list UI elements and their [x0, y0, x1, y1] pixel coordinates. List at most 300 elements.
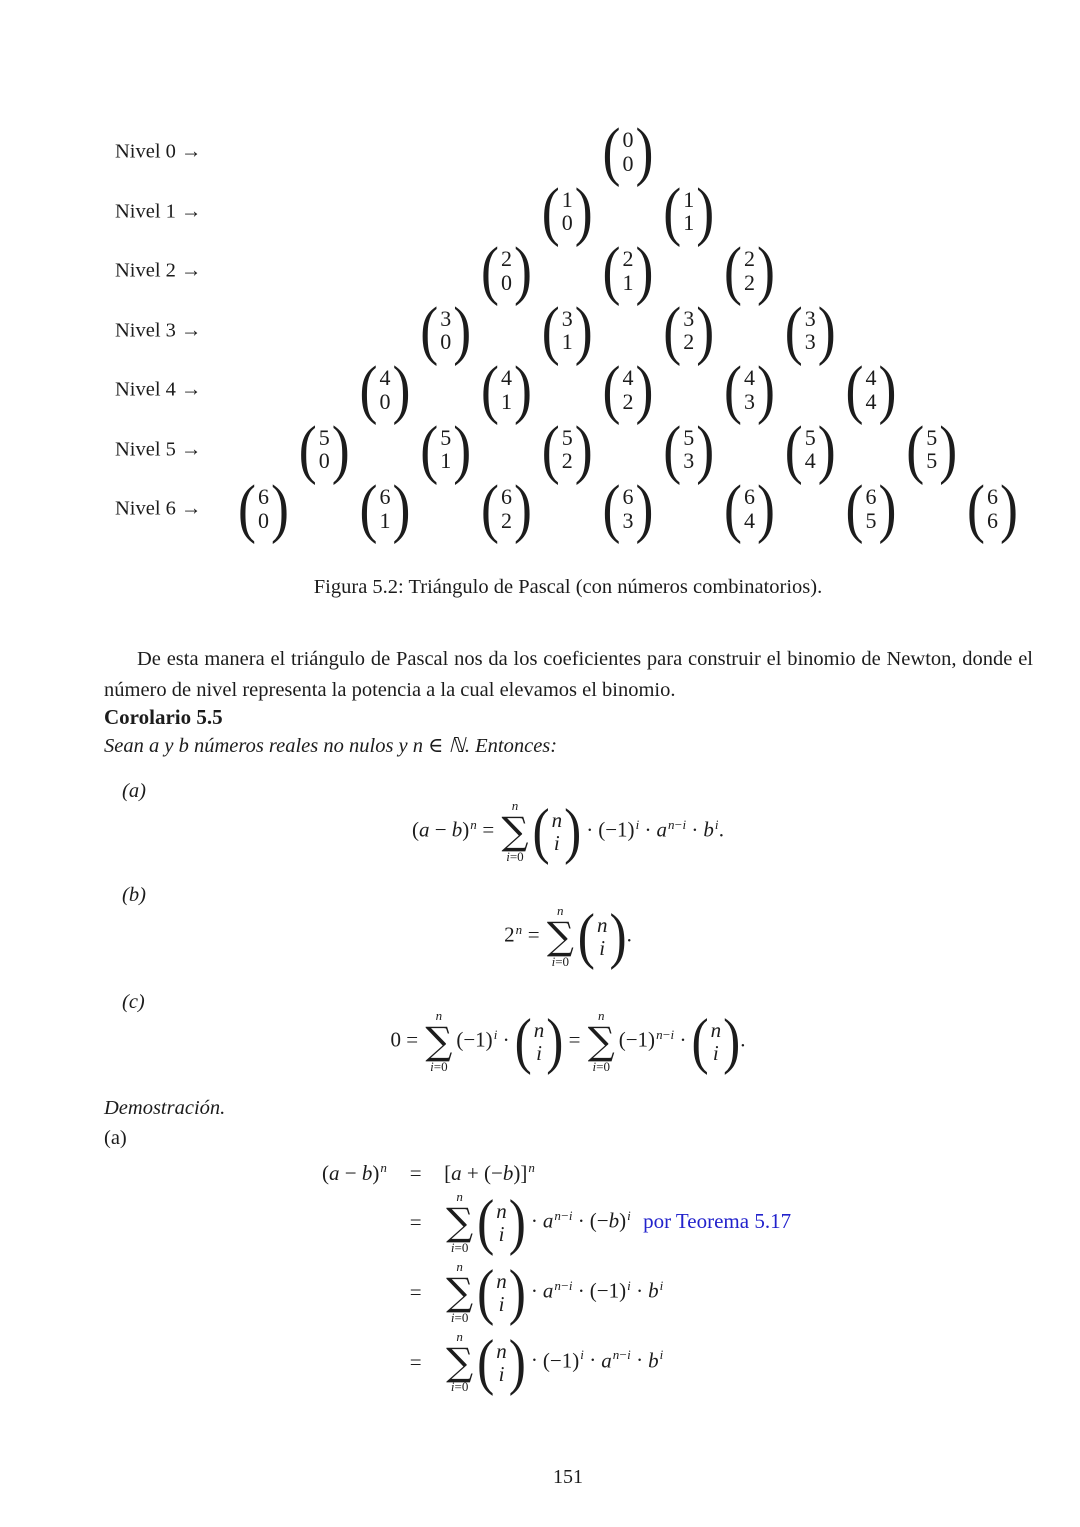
- sigma-icon: ∑: [446, 1269, 474, 1314]
- binomial-coefficient: [541, 292, 593, 366]
- math-run: a: [656, 817, 667, 842]
- binom-top: 5: [804, 424, 816, 450]
- math-run: (−1): [589, 1278, 627, 1303]
- triangle-binomial: [663, 292, 715, 366]
- left-paren-icon: (: [845, 471, 864, 545]
- binomial-coefficient: [481, 471, 532, 545]
- right-paren-icon: ): [723, 1006, 741, 1077]
- binomial-coefficient: [663, 173, 715, 247]
- right-paren-icon: ): [635, 114, 654, 188]
- right-paren-icon: ): [635, 233, 654, 307]
- binom-top: n: [533, 1018, 545, 1043]
- right-paren-icon: ): [453, 292, 472, 366]
- binomial-coefficient: [724, 471, 775, 545]
- binomial-coefficient: [663, 411, 715, 485]
- binom-top: 5: [440, 424, 452, 450]
- sum-upper-limit: n: [456, 1258, 463, 1274]
- right-paren-icon: ): [696, 292, 715, 366]
- proof-title: Demostración.: [104, 1097, 226, 1119]
- right-paren-icon: ): [546, 1006, 564, 1077]
- right-paren-icon: ): [453, 411, 472, 485]
- corollary-statement: Sean a y b números reales no nulos y n ∈ ℕ. Entonces:: [104, 735, 558, 757]
- sum-lower-limit: i=0: [450, 1379, 469, 1395]
- nivel-label: Nivel 0 →: [115, 140, 202, 163]
- binom-top: 1: [683, 186, 695, 212]
- triangle-binomial: [420, 411, 472, 485]
- math-run: a: [601, 1348, 612, 1373]
- triangle-binomial: [298, 411, 350, 485]
- right-paren-icon: ): [564, 796, 582, 867]
- binomial-coefficient: [420, 411, 472, 485]
- math-run: (−1): [542, 1348, 580, 1373]
- equals-sign: =: [409, 1210, 422, 1235]
- binom-bottom: i: [599, 935, 606, 960]
- binom-top: 1: [561, 186, 573, 212]
- cdot-operator: ·: [636, 1278, 644, 1303]
- left-paren-icon: (: [691, 1006, 709, 1077]
- nivel-label: Nivel 3 →: [115, 319, 202, 341]
- left-paren-icon: (: [477, 1327, 495, 1398]
- triangle-binomial: [481, 233, 532, 307]
- math-run: b: [648, 1348, 659, 1373]
- right-paren-icon: ): [1000, 471, 1018, 545]
- sigma-icon: ∑: [546, 913, 574, 958]
- binomial-coefficient: [541, 173, 593, 247]
- proof-line-rhs: [444, 1328, 791, 1398]
- binomial-coefficient: [359, 352, 411, 426]
- binom-top: 4: [501, 365, 512, 391]
- right-paren-icon: ): [609, 901, 627, 972]
- binom-top: n: [496, 1269, 507, 1294]
- triangle-binomial: [967, 471, 1018, 545]
- binom-top: 6: [379, 484, 391, 510]
- sigma-icon: ∑: [446, 1339, 474, 1384]
- triangle-binomial: [724, 471, 775, 545]
- left-paren-icon: (: [359, 471, 378, 545]
- right-paren-icon: ): [514, 233, 532, 307]
- binomial-coefficient: [532, 796, 582, 867]
- binom-bottom: 1: [561, 329, 573, 355]
- binomial-coefficient: [602, 471, 654, 545]
- math-run: =: [477, 817, 500, 842]
- binom-bottom: 0: [561, 210, 573, 236]
- equals-sign: =: [409, 1280, 422, 1305]
- cdot-operator: ·: [589, 1348, 597, 1373]
- sum-upper-limit: n: [597, 1008, 605, 1023]
- binom-bottom: 4: [804, 448, 816, 474]
- math-run: 0 =: [390, 1027, 424, 1052]
- binom-top: 0: [622, 127, 634, 153]
- sum-upper-limit: n: [557, 903, 564, 918]
- triangle-binomial: [602, 471, 654, 545]
- binom-top: 3: [440, 305, 452, 331]
- binom-top: n: [496, 1338, 507, 1363]
- proof-line-lhs: [322, 1361, 387, 1365]
- binom-top: 6: [744, 484, 755, 510]
- cdot-operator: ·: [636, 1348, 644, 1373]
- binomial-coefficient: [784, 292, 836, 366]
- right-paren-icon: ): [817, 292, 836, 366]
- binom-bottom: 2: [744, 270, 755, 295]
- binom-top: 5: [561, 424, 573, 450]
- binom-bottom: 1: [683, 210, 695, 236]
- binom-top: 2: [622, 246, 634, 272]
- binomial-coefficient: [359, 471, 411, 545]
- item-label-a: (a): [122, 780, 146, 802]
- binom-bottom: 0: [258, 508, 269, 533]
- binomial-coefficient: [481, 233, 532, 307]
- nivel-label: Nivel 5 →: [115, 438, 202, 460]
- summation-symbol: [588, 1009, 615, 1075]
- binom-bottom: 1: [501, 389, 512, 414]
- superscript: i: [627, 1207, 632, 1223]
- summation-symbol: [425, 1009, 452, 1075]
- left-paren-icon: (: [663, 411, 682, 485]
- binom-top: n: [710, 1018, 722, 1043]
- cdot-operator: ·: [679, 1027, 687, 1052]
- proof-line-lhs: [322, 1221, 387, 1225]
- triangle-binomial: [845, 352, 897, 426]
- triangle-binomial: [541, 411, 593, 485]
- right-paren-icon: ): [331, 411, 350, 485]
- binom-bottom: 0: [379, 389, 391, 414]
- cdot-operator: ·: [530, 1278, 538, 1303]
- sigma-icon: ∑: [587, 1018, 615, 1063]
- right-paren-icon: ): [635, 471, 654, 545]
- right-paren-icon: ): [757, 352, 775, 426]
- triangle-binomial: [906, 411, 958, 485]
- summation-symbol: [446, 1260, 473, 1326]
- right-paren-icon: ): [757, 233, 775, 307]
- binom-top: 5: [926, 424, 938, 450]
- binomial-coefficient: [577, 901, 627, 972]
- left-paren-icon: (: [238, 471, 256, 545]
- superscript: n: [470, 816, 478, 832]
- binom-top: 2: [501, 246, 512, 272]
- binom-top: 3: [804, 305, 816, 331]
- sum-upper-limit: n: [456, 1189, 463, 1204]
- superscript: n−i: [667, 816, 687, 832]
- sum-lower-limit: i=0: [592, 1058, 610, 1074]
- equation-b: [104, 901, 1032, 972]
- binomial-coefficient: [602, 114, 654, 188]
- right-paren-icon: ): [696, 173, 715, 247]
- binom-bottom: 4: [865, 389, 877, 414]
- right-paren-icon: ): [757, 471, 775, 545]
- left-paren-icon: (: [602, 114, 621, 188]
- item-label-c: (c): [122, 991, 145, 1013]
- triangle-binomial: [784, 411, 836, 485]
- superscript: i: [659, 1277, 664, 1293]
- binom-bottom: 5: [926, 448, 938, 474]
- math-run: =: [522, 922, 545, 947]
- binom-bottom: 3: [744, 389, 755, 414]
- proof-line-rhs: [444, 1188, 791, 1258]
- binomial-coefficient: [602, 233, 654, 307]
- binom-bottom: 2: [561, 448, 573, 474]
- superscript: n−i: [554, 1207, 573, 1223]
- item-label-b: (b): [122, 884, 146, 906]
- binom-bottom: 3: [622, 508, 634, 533]
- sum-upper-limit: n: [435, 1008, 443, 1023]
- cdot-operator: ·: [586, 817, 594, 842]
- binomial-coefficient: [420, 292, 472, 366]
- left-paren-icon: (: [532, 796, 550, 867]
- math-run: .: [626, 922, 632, 947]
- binom-bottom: 6: [987, 508, 998, 533]
- binomial-coefficient: [845, 352, 897, 426]
- summation-symbol: [547, 904, 574, 970]
- binomial-coefficient: [663, 292, 715, 366]
- superscript: i: [635, 816, 640, 832]
- summation-symbol: [446, 1330, 473, 1396]
- math-run: a: [542, 1208, 554, 1233]
- right-paren-icon: ): [392, 471, 411, 545]
- right-paren-icon: ): [878, 352, 897, 426]
- nivel-label: Nivel 1 →: [115, 200, 202, 222]
- triangle-binomial: [663, 173, 715, 247]
- binomial-coefficient: [298, 411, 350, 485]
- binom-top: n: [596, 913, 608, 938]
- left-paren-icon: (: [481, 233, 499, 307]
- left-paren-icon: (: [602, 352, 621, 426]
- binomial-coefficient: [906, 411, 958, 485]
- math-run: b: [648, 1278, 659, 1303]
- triangle-binomial: [359, 352, 411, 426]
- triangle-binomial: [724, 233, 775, 307]
- binom-top: 4: [379, 365, 391, 391]
- superscript: i: [580, 1347, 585, 1363]
- right-paren-icon: ): [514, 352, 532, 426]
- cdot-operator: ·: [530, 1348, 538, 1373]
- right-paren-icon: ): [508, 1327, 526, 1398]
- superscript: i: [659, 1347, 664, 1363]
- math-run: (−1): [618, 1027, 656, 1052]
- right-paren-icon: ): [508, 1257, 526, 1328]
- left-paren-icon: (: [784, 411, 803, 485]
- binom-top: 4: [744, 365, 755, 391]
- cdot-operator: ·: [577, 1208, 585, 1233]
- left-paren-icon: (: [577, 901, 595, 972]
- binom-top: 3: [561, 305, 573, 331]
- proof-part-label: (a): [104, 1127, 127, 1149]
- sigma-icon: ∑: [446, 1199, 474, 1244]
- sum-lower-limit: i=0: [551, 953, 570, 969]
- summation-symbol: [446, 1190, 473, 1256]
- sum-upper-limit: n: [511, 798, 519, 813]
- binom-top: 2: [744, 246, 755, 272]
- proof-equation-array: [322, 1158, 791, 1397]
- left-paren-icon: (: [359, 352, 378, 426]
- left-paren-icon: (: [420, 292, 439, 366]
- right-paren-icon: ): [817, 411, 836, 485]
- binom-top: 6: [987, 484, 998, 510]
- math-run: .: [718, 817, 725, 842]
- binomial-coefficient: [724, 352, 775, 426]
- cdot-operator: ·: [577, 1278, 585, 1303]
- nivel-label: Nivel 4 →: [115, 378, 202, 401]
- left-paren-icon: (: [724, 471, 742, 545]
- binom-top: 6: [865, 484, 877, 510]
- proof-line-lhs: [322, 1291, 387, 1295]
- equals-sign: =: [409, 1350, 422, 1375]
- triangle-binomial: [845, 471, 897, 545]
- sigma-icon: ∑: [425, 1018, 453, 1063]
- left-paren-icon: (: [298, 411, 317, 485]
- superscript: n−i: [612, 1347, 632, 1363]
- right-paren-icon: ): [635, 352, 654, 426]
- superscript: n: [380, 1160, 388, 1175]
- math-run: (−1): [456, 1027, 493, 1052]
- triangle-binomial: [663, 411, 715, 485]
- right-paren-icon: ): [878, 471, 897, 545]
- binomial-coefficient: [477, 1187, 526, 1258]
- binomial-coefficient: [477, 1257, 526, 1328]
- superscript: n−i: [656, 1026, 675, 1042]
- left-paren-icon: (: [906, 411, 925, 485]
- sum-lower-limit: i=0: [430, 1058, 448, 1074]
- figure-caption: Figura 5.2: Triángulo de Pascal (con números combinatorios).: [313, 576, 823, 598]
- binom-top: n: [496, 1199, 507, 1224]
- cdot-operator: ·: [691, 817, 699, 842]
- binom-top: 4: [622, 365, 634, 391]
- triangle-binomial: [481, 471, 532, 545]
- binomial-coefficient: [238, 471, 289, 545]
- triangle-binomial: [541, 173, 593, 247]
- binom-bottom: 2: [683, 329, 695, 355]
- math-run: b: [703, 817, 714, 842]
- math-run: a: [542, 1278, 554, 1303]
- left-paren-icon: (: [784, 292, 803, 366]
- body-paragraph: De esta manera el triángulo de Pascal nos da los coeficientes para construir el binomio de Newton, donde el número de nivel representa la potencia a la cual elevamos el binomio.: [104, 648, 1033, 701]
- math-run: 2: [504, 922, 515, 947]
- right-paren-icon: ): [392, 352, 411, 426]
- left-paren-icon: (: [481, 471, 499, 545]
- binom-bottom: 0: [622, 151, 634, 176]
- left-paren-icon: (: [541, 292, 560, 366]
- left-paren-icon: (: [602, 471, 621, 545]
- left-paren-icon: (: [663, 173, 682, 247]
- superscript: i: [714, 816, 719, 832]
- left-paren-icon: (: [541, 411, 560, 485]
- nivel-label: Nivel 2 →: [115, 259, 202, 282]
- pascal-triangle-figure: [0, 0, 1080, 565]
- left-paren-icon: (: [420, 411, 439, 485]
- right-paren-icon: ): [514, 471, 532, 545]
- binomial-coefficient: [541, 411, 593, 485]
- binom-bottom: 1: [622, 270, 634, 295]
- left-paren-icon: (: [481, 352, 499, 426]
- left-paren-icon: (: [514, 1006, 532, 1077]
- triangle-binomial: [602, 233, 654, 307]
- right-paren-icon: ): [574, 411, 593, 485]
- binom-top: 5: [683, 424, 695, 450]
- sum-lower-limit: i=0: [506, 848, 524, 864]
- sigma-icon: ∑: [501, 808, 529, 853]
- triangle-binomial: [724, 352, 775, 426]
- binom-bottom: 0: [501, 270, 512, 295]
- sum-lower-limit: i=0: [450, 1309, 469, 1325]
- binomial-coefficient: [602, 352, 654, 426]
- superscript: n: [515, 921, 523, 937]
- binomial-coefficient: [967, 471, 1018, 545]
- summation-symbol: [501, 799, 528, 865]
- triangle-binomial: [602, 114, 654, 188]
- triangle-binomial: [420, 292, 472, 366]
- right-paren-icon: ): [271, 471, 289, 545]
- equals-sign: =: [409, 1160, 422, 1185]
- left-paren-icon: (: [724, 352, 742, 426]
- superscript: i: [493, 1026, 498, 1042]
- triangle-binomial: [359, 471, 411, 545]
- binom-top: 3: [683, 305, 695, 331]
- binom-bottom: 2: [501, 508, 512, 533]
- right-paren-icon: ): [939, 411, 958, 485]
- triangle-binomial: [238, 471, 289, 545]
- cdot-operator: ·: [502, 1027, 510, 1052]
- left-paren-icon: (: [663, 292, 682, 366]
- proof-line-rhs: [444, 1158, 791, 1188]
- binom-bottom: i: [553, 830, 560, 855]
- binomial-coefficient: [691, 1006, 741, 1077]
- left-paren-icon: (: [541, 173, 560, 247]
- equation-a: [104, 796, 1032, 867]
- page-number: 151: [553, 1466, 583, 1488]
- binom-bottom: i: [498, 1361, 505, 1386]
- theorem-reference-link[interactable]: por Teorema 5.17: [643, 1208, 792, 1233]
- binomial-coefficient: [477, 1327, 526, 1398]
- left-paren-icon: (: [477, 1187, 495, 1258]
- binomial-coefficient: [724, 233, 775, 307]
- binom-bottom: i: [712, 1040, 719, 1065]
- right-paren-icon: ): [574, 292, 593, 366]
- binom-bottom: 5: [865, 508, 877, 533]
- binom-top: n: [551, 808, 563, 833]
- binom-bottom: 1: [440, 448, 452, 474]
- triangle-binomial: [784, 292, 836, 366]
- binomial-coefficient: [845, 471, 897, 545]
- binom-bottom: i: [536, 1040, 542, 1065]
- binom-bottom: 1: [379, 508, 391, 533]
- binom-top: 5: [318, 424, 330, 450]
- corollary-heading: Corolario 5.5: [104, 705, 223, 729]
- proof-line-lhs: [322, 1158, 387, 1188]
- math-run: (−b): [589, 1208, 627, 1233]
- sum-lower-limit: i=0: [450, 1239, 469, 1255]
- binomial-coefficient: [481, 352, 532, 426]
- equation-c: [104, 1006, 1032, 1077]
- binom-bottom: 3: [683, 448, 695, 474]
- right-paren-icon: ): [508, 1187, 526, 1258]
- triangle-binomial: [602, 352, 654, 426]
- math-run: (a − b): [411, 817, 470, 842]
- left-paren-icon: (: [845, 352, 864, 426]
- triangle-binomial: [481, 352, 532, 426]
- nivel-label: Nivel 6 →: [115, 497, 202, 520]
- binom-top: 6: [501, 484, 512, 510]
- superscript: n: [528, 1160, 536, 1175]
- superscript: n−i: [554, 1277, 573, 1293]
- math-run: [a + (−b)]: [444, 1161, 528, 1185]
- left-paren-icon: (: [602, 233, 621, 307]
- cdot-operator: ·: [530, 1208, 538, 1233]
- binom-bottom: 0: [440, 329, 452, 355]
- sum-upper-limit: n: [456, 1328, 463, 1344]
- left-paren-icon: (: [724, 233, 742, 307]
- math-run: (−1): [598, 817, 635, 842]
- binom-bottom: i: [498, 1221, 505, 1246]
- cdot-operator: ·: [644, 817, 652, 842]
